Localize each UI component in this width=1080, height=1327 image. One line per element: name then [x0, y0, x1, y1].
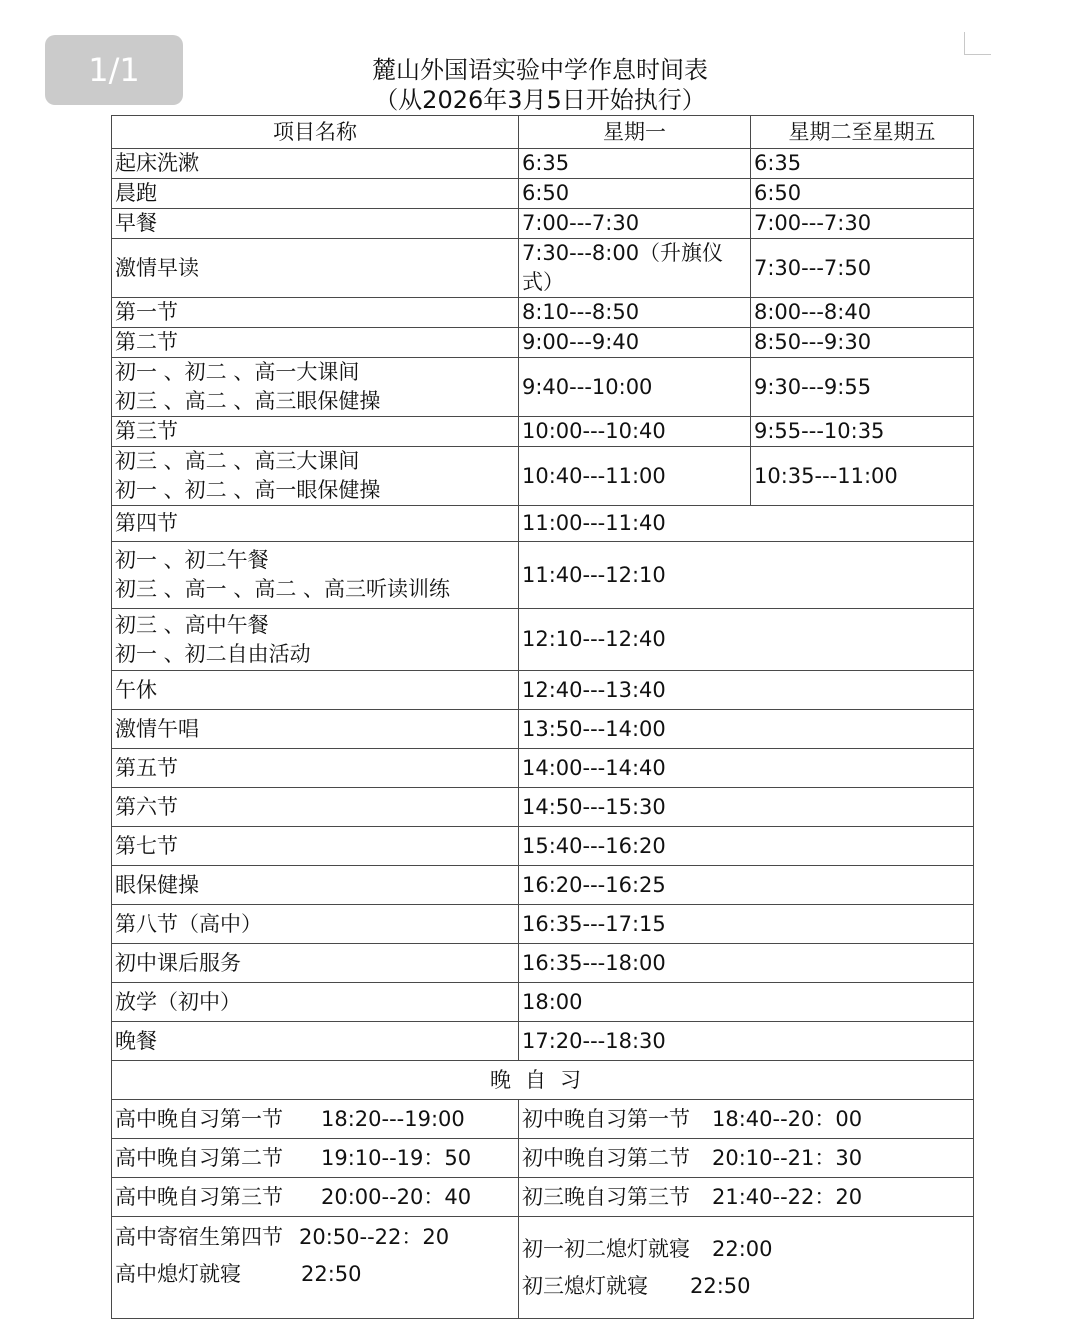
session-label: 高中晚自习第三节 [115, 1184, 283, 1209]
schedule-row [112, 905, 974, 944]
activity-name-line: 放学（初中） [115, 989, 241, 1014]
session-time: 22:50 [690, 1273, 751, 1298]
activity-name-cell [112, 506, 519, 542]
all-week-time: 13:50---14:00 [519, 710, 974, 749]
activity-name-line: 晨跑 [115, 181, 157, 205]
all-week-time: 12:10---12:40 [519, 609, 974, 671]
session-label: 初一初二熄灯就寝 [522, 1236, 690, 1261]
session-time: 18:20---19:00 [321, 1106, 465, 1131]
monday-time: 9:00---9:40 [519, 328, 751, 358]
activity-name-cell [112, 239, 519, 298]
high-school-session [112, 1178, 519, 1217]
activity-name-line: 起床洗漱 [115, 151, 199, 175]
session-label: 高中寄宿生第四节 [115, 1225, 283, 1249]
activity-name-line: 第四节 [115, 511, 178, 535]
session-label: 初中晚自习第二节 [522, 1145, 690, 1170]
monday-time: 9:40---10:00 [519, 358, 751, 417]
tue-fri-time: 6:35 [751, 149, 974, 179]
all-week-time: 15:40---16:20 [519, 827, 974, 866]
session-time: 21:40--22：20 [712, 1184, 863, 1209]
schedule-row [112, 827, 974, 866]
activity-name-cell [112, 209, 519, 239]
schedule-row [112, 866, 974, 905]
activity-name-cell [112, 944, 519, 983]
session-time: 20:10--21：30 [712, 1145, 863, 1170]
activity-name-line: 初一 、初二 、高一眼保健操 [115, 478, 381, 502]
high-school-session [112, 1139, 519, 1178]
schedule-row [112, 298, 974, 328]
activity-name-cell [112, 417, 519, 447]
schedule-row [112, 609, 974, 671]
session-label: 高中熄灯就寝 [115, 1262, 241, 1286]
session-entry [522, 1105, 970, 1134]
schedule-row [112, 542, 974, 609]
activity-name-line: 第三节 [115, 419, 178, 443]
activity-name-cell [112, 542, 519, 609]
session-time: 18:40--20：00 [712, 1106, 863, 1131]
schedule-row [112, 710, 974, 749]
activity-name-cell [112, 671, 519, 710]
schedule-row [112, 944, 974, 983]
activity-name-cell [112, 827, 519, 866]
session-entry [115, 1260, 515, 1289]
schedule-row [112, 417, 974, 447]
high-school-lights-out [112, 1217, 519, 1319]
page-title: 麓山外国语实验中学作息时间表 [372, 56, 708, 84]
activity-name-cell [112, 179, 519, 209]
evening-row [112, 1139, 974, 1178]
activity-name-line: 第七节 [115, 833, 178, 858]
session-time: 19:10--19：50 [321, 1145, 472, 1170]
session-entry [522, 1183, 970, 1212]
activity-name-cell [112, 905, 519, 944]
activity-name-line: 初三 、高中午餐 [115, 612, 269, 637]
activity-name-line: 激情午唱 [115, 716, 199, 741]
middle-school-session [519, 1139, 974, 1178]
activity-name-line: 第一节 [115, 300, 178, 324]
all-week-time: 11:00---11:40 [519, 506, 974, 542]
all-week-time: 16:20---16:25 [519, 866, 974, 905]
activity-name-cell [112, 788, 519, 827]
tue-fri-time: 7:30---7:50 [751, 239, 974, 298]
schedule-row [112, 983, 974, 1022]
monday-time: 6:35 [519, 149, 751, 179]
activity-name-cell [112, 298, 519, 328]
schedule-row [112, 149, 974, 179]
all-week-time: 11:40---12:10 [519, 542, 974, 609]
activity-name-line: 午休 [115, 677, 157, 702]
header-row [112, 116, 974, 149]
activity-name-cell [112, 866, 519, 905]
middle-school-lights-out [519, 1217, 974, 1319]
activity-name-line: 晚餐 [115, 1028, 157, 1053]
activity-name-line: 初一 、初二午餐 [115, 548, 269, 572]
all-week-time: 18:00 [519, 983, 974, 1022]
evening-row [112, 1178, 974, 1217]
tue-fri-time: 10:35---11:00 [751, 447, 974, 506]
middle-school-session [519, 1178, 974, 1217]
activity-name-cell [112, 447, 519, 506]
session-entry [115, 1105, 515, 1134]
activity-name-line: 眼保健操 [115, 872, 199, 897]
page-corner-mark [964, 32, 991, 55]
activity-name-line: 第八节（高中） [115, 911, 262, 936]
session-label: 高中晚自习第二节 [115, 1145, 283, 1170]
activity-name-cell [112, 710, 519, 749]
activity-name-line: 初一 、初二自由活动 [115, 641, 311, 666]
all-week-time: 14:00---14:40 [519, 749, 974, 788]
column-header: 星期二至星期五 [751, 116, 974, 149]
schedule-row [112, 209, 974, 239]
activity-name-cell [112, 358, 519, 417]
session-time: 20:50--22：20 [299, 1225, 450, 1249]
middle-school-session [519, 1100, 974, 1139]
activity-name-line: 初三 、高二 、高三眼保健操 [115, 389, 381, 413]
monday-time: 8:10---8:50 [519, 298, 751, 328]
activity-name-cell [112, 1022, 519, 1061]
activity-name-line: 初一 、初二 、高一大课间 [115, 360, 360, 384]
tue-fri-time: 9:55---10:35 [751, 417, 974, 447]
all-week-time: 16:35---18:00 [519, 944, 974, 983]
activity-name-cell [112, 328, 519, 358]
session-entry [522, 1235, 970, 1264]
schedule-row [112, 749, 974, 788]
activity-name-line: 第六节 [115, 794, 178, 819]
schedule-table [111, 115, 974, 1319]
activity-name-cell [112, 983, 519, 1022]
tue-fri-time: 9:30---9:55 [751, 358, 974, 417]
page-indicator[interactable]: 1/1 [45, 35, 183, 105]
all-week-time: 16:35---17:15 [519, 905, 974, 944]
all-week-time: 17:20---18:30 [519, 1022, 974, 1061]
schedule-row [112, 1022, 974, 1061]
session-label: 高中晚自习第一节 [115, 1106, 283, 1131]
tue-fri-time: 8:50---9:30 [751, 328, 974, 358]
high-school-session [112, 1100, 519, 1139]
schedule-row [112, 239, 974, 298]
schedule-row [112, 328, 974, 358]
tue-fri-time: 8:00---8:40 [751, 298, 974, 328]
session-time: 22:50 [301, 1262, 362, 1286]
column-header: 项目名称 [112, 116, 519, 149]
all-week-time: 12:40---13:40 [519, 671, 974, 710]
schedule-row [112, 671, 974, 710]
session-time: 22:00 [712, 1236, 773, 1261]
all-week-time: 14:50---15:30 [519, 788, 974, 827]
tue-fri-time: 6:50 [751, 179, 974, 209]
monday-time: 7:30---8:00（升旗仪式） [519, 239, 751, 298]
evening-row [112, 1100, 974, 1139]
monday-time: 10:00---10:40 [519, 417, 751, 447]
activity-name-line: 激情早读 [115, 255, 199, 280]
evening-section-title: 晚自习 [112, 1061, 974, 1100]
session-label: 初中晚自习第一节 [522, 1106, 690, 1131]
session-entry [115, 1144, 515, 1173]
monday-time: 7:00---7:30 [519, 209, 751, 239]
activity-name-line: 早餐 [115, 211, 157, 235]
session-entry [522, 1272, 970, 1301]
monday-time: 10:40---11:00 [519, 447, 751, 506]
activity-name-line: 初中课后服务 [115, 950, 241, 975]
session-label: 初三熄灯就寝 [522, 1273, 648, 1298]
activity-name-cell [112, 749, 519, 788]
page-subtitle: （从2026年3月5日开始执行） [374, 86, 706, 114]
evening-section-row [112, 1061, 974, 1100]
lights-out-row [112, 1217, 974, 1319]
activity-name-line: 初三 、高二 、高三大课间 [115, 449, 360, 473]
schedule-row [112, 358, 974, 417]
session-label: 初三晚自习第三节 [522, 1184, 690, 1209]
activity-name-line: 初三 、高一 、高二 、高三听读训练 [115, 577, 451, 601]
monday-time: 6:50 [519, 179, 751, 209]
schedule-row [112, 506, 974, 542]
schedule-row [112, 179, 974, 209]
session-entry [115, 1223, 515, 1252]
column-header: 星期一 [519, 116, 751, 149]
activity-name-cell [112, 149, 519, 179]
session-time: 20:00--20：40 [321, 1184, 472, 1209]
session-entry [115, 1183, 515, 1212]
schedule-row [112, 447, 974, 506]
activity-name-cell [112, 609, 519, 671]
schedule-row [112, 788, 974, 827]
activity-name-line: 第五节 [115, 755, 178, 780]
session-entry [522, 1144, 970, 1173]
tue-fri-time: 7:00---7:30 [751, 209, 974, 239]
activity-name-line: 第二节 [115, 330, 178, 354]
